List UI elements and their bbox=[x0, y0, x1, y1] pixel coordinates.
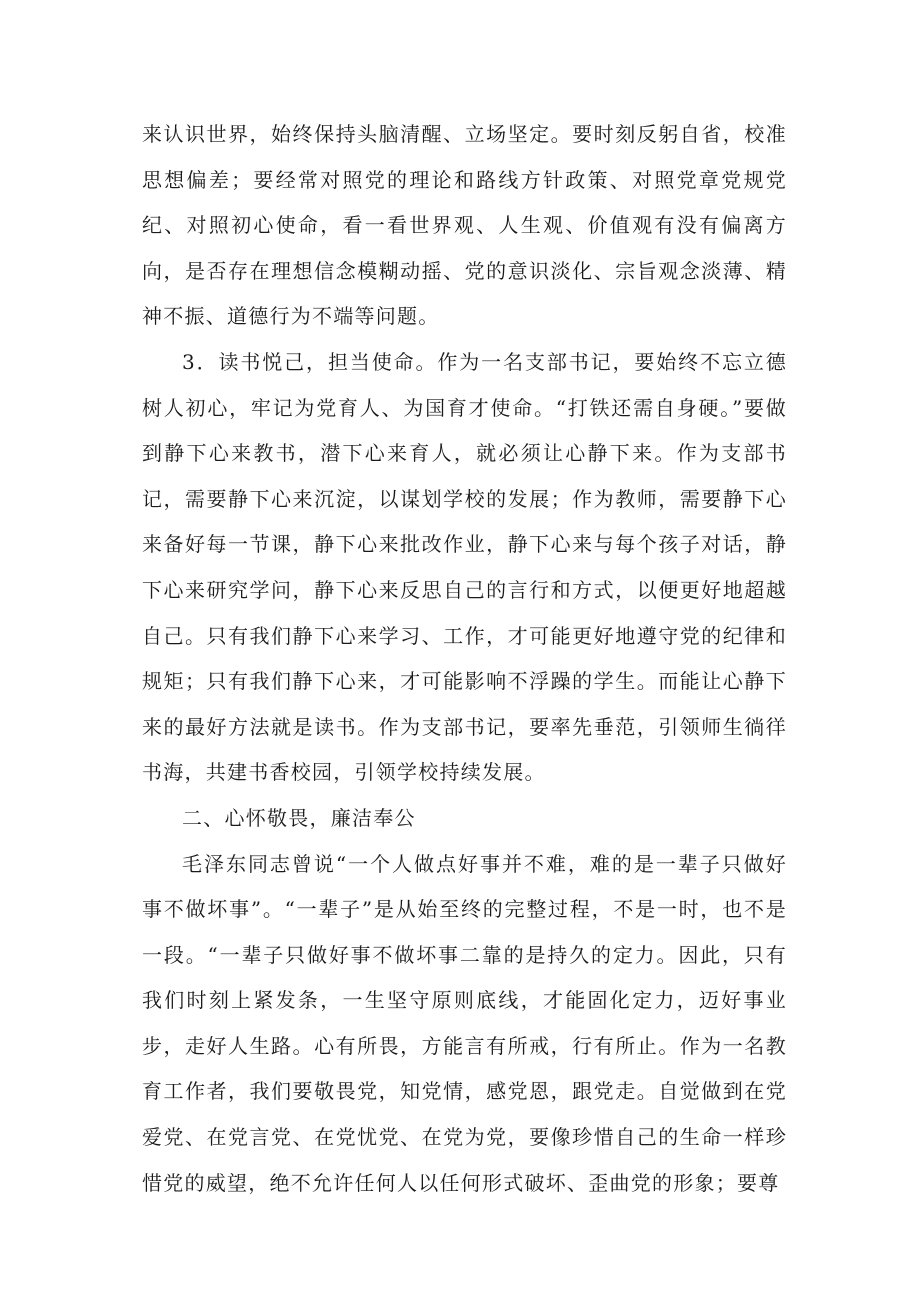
paragraph-section-3: 3．读书悦己，担当使命。作为一名支部书记，要始终不忘立德树人初心，牢记为党育人、为国育才使命。“打铁还需自身硬。”要做到静下心来教书，潜下心来育人，就必须让心静下来。作为支部书记，需要静下心来沉淀，以谋划学校的发展；作为教师，需要静下心来备好每一节课，静下心来批改作业，静下心来与每个孩子对话，静下心来研究学问，静下心来反思自己的言行和方式，以便更好地超越自己。只有我们静下心来学习、工作，才可能更好地遵守党的纪律和规矩；只有我们静下心来，才可能影响不浮躁的学生。而能让心静下来的最好方法就是读书。作为支部书记，要率先垂范，引领师生徜徉书海，共建书香校园，引领学校持续发展。 bbox=[142, 349, 787, 785]
paragraph-continuation: 来认识世界，始终保持头脑清醒、立场坚定。要时刻反躬自省，校准思想偏差；要经常对照党的理论和路线方针政策、对照党章党规党纪、对照初心使命，看一看世界观、人生观、价值观有没有偏离方向，是否存在理想信念模糊动摇、党的意识淡化、宗旨观念淡薄、精神不振、道德行为不端等问题。 bbox=[142, 122, 787, 329]
document-body bbox=[142, 112, 787, 1206]
paragraph-mao-quote: 毛泽东同志曾说“一个人做点好事并不难，难的是一辈子只做好事不做坏事”。“一辈子”是从始至终的完整过程，不是一时，也不是一段。“一辈子只做好事不做坏事二靠的是持久的定力。因此，只有我们时刻上紧发条，一生坚守原则底线，才能固化定力，迈好事业步，走好人生路。心有所畏，方能言有所戒，行有所止。作为一名教育工作者，我们要敬畏党，知党情，感党恩，跟党走。自觉做到在党爱党、在党言党、在党忧党、在党为党，要像珍惜自己的生命一样珍惜党的威望，绝不允许任何人以任何形式破坏、歪曲党的形象；要尊 bbox=[142, 851, 787, 1195]
section-heading: 二、心怀敬畏，廉洁奉公 bbox=[182, 805, 416, 830]
